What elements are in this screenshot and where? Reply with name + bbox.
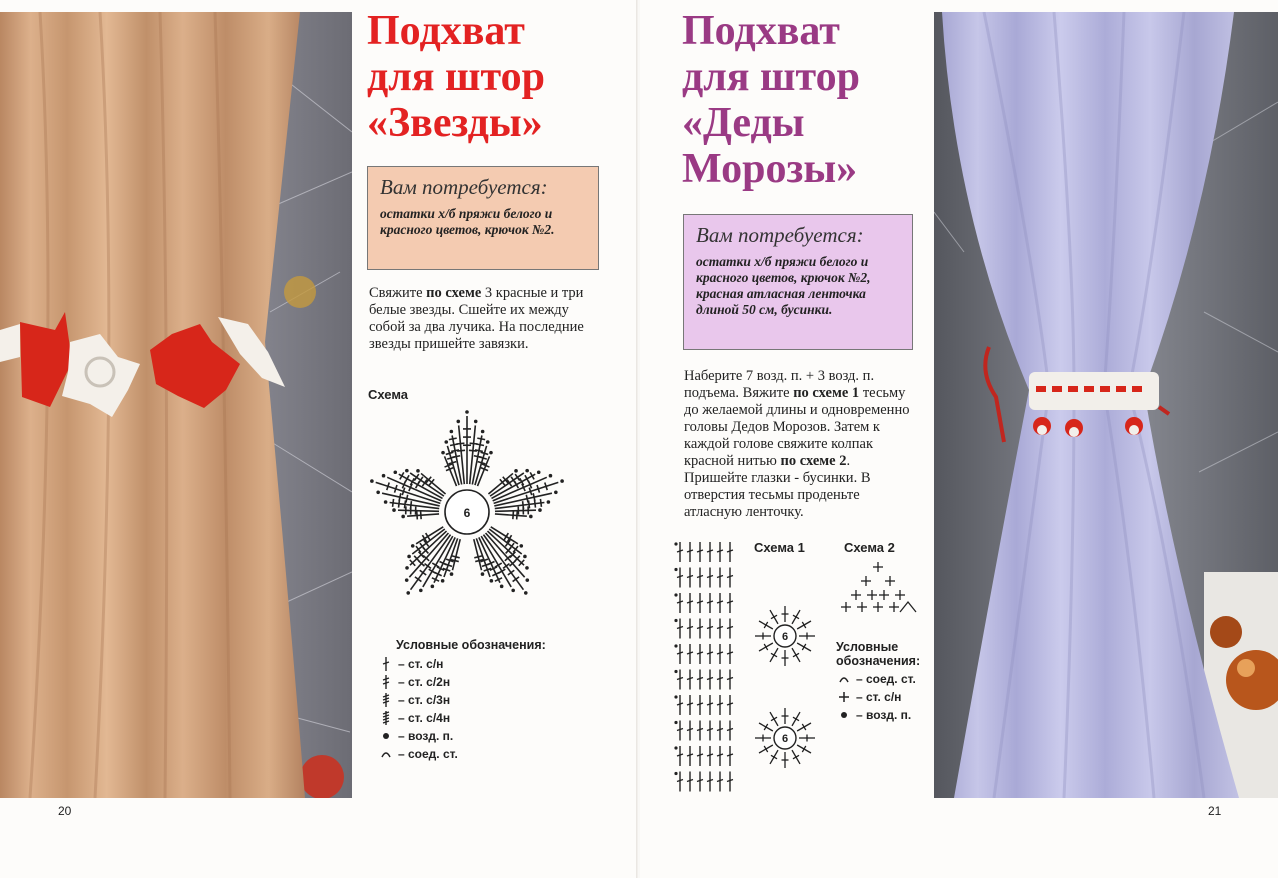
- legend-item: – ст. с/4н: [398, 711, 451, 725]
- center-ring-number: 6: [781, 631, 789, 643]
- left-page: [0, 0, 638, 878]
- page-title-stars: [367, 8, 545, 146]
- legend-item: – ст. с/3н: [398, 693, 451, 707]
- double-crochet-symbol-icon: [378, 656, 394, 672]
- scheme-label: Схема: [368, 387, 409, 402]
- title-line: «Звезды»: [367, 100, 543, 146]
- photo-lilac-curtain-santa-tieback: [934, 12, 1278, 798]
- title-line: для штор: [367, 54, 545, 100]
- legend-heading-line: обозначения:: [836, 654, 921, 668]
- star-crochet-diagram: [362, 407, 572, 617]
- scheme1-label: Схема 1: [754, 540, 805, 555]
- materials-box: [683, 214, 913, 350]
- santa-head-diagram-bottom: [740, 698, 830, 778]
- legend-item: – ст. с/н: [856, 690, 902, 704]
- instructions-emphasis: по схеме 2: [780, 453, 847, 469]
- ribbon-band-crochet-diagram: [674, 538, 742, 796]
- instructions-part: Свяжите: [369, 285, 427, 301]
- page-number: 21: [1208, 804, 1222, 818]
- center-ring-number: 6: [463, 506, 471, 520]
- legend-row: [378, 709, 546, 727]
- legend-santas: [836, 640, 920, 724]
- title-line: Подхват: [682, 8, 840, 54]
- photo-beige-curtain-star-tieback: [0, 12, 352, 798]
- instructions-emphasis: по схеме 1: [793, 385, 860, 401]
- slip-stitch-symbol-icon: [836, 671, 852, 687]
- materials-box: [367, 166, 599, 270]
- single-crochet-symbol-icon: [836, 689, 852, 705]
- instructions-part: 3 красные и три белые звезды. Сшейте их между собой за два лучика. На последние звезды пришейте завязки.: [369, 285, 584, 352]
- materials-heading: Вам потребуется:: [380, 175, 548, 199]
- title-line: для штор: [682, 54, 860, 100]
- chain-stitch-symbol-icon: [378, 728, 394, 744]
- instructions-part: . Пришейте глазки - бусинки. В отверстия тесьмы проденьте атласную ленточку.: [684, 453, 871, 520]
- legend-heading: Условные обозначения:: [396, 638, 546, 652]
- legend-item: – возд. п.: [856, 708, 912, 722]
- treble-crochet-symbol-icon: [378, 674, 394, 690]
- legend-row: [378, 655, 546, 673]
- legend-item: – возд. п.: [398, 729, 454, 743]
- legend-row: [378, 745, 546, 763]
- legend-heading: [836, 640, 920, 668]
- legend-row: [836, 688, 920, 706]
- instructions-part: тесьму до желаемой длины и одновременно головы Дедов Морозов. Затем к каждой голове свяжите колпак красной нитью: [684, 385, 910, 469]
- legend-item: – соед. ст.: [398, 747, 458, 761]
- legend-heading-line: Условные: [836, 640, 899, 654]
- materials-heading: Вам потребуется:: [696, 223, 864, 247]
- materials-text: остатки х/б пряжи белого и красного цветов, крючок №2, красная атласная ленточка длиной 50 см, бусинки.: [696, 254, 871, 317]
- legend-row: [378, 673, 546, 691]
- page-number: 20: [58, 804, 72, 818]
- chain-stitch-symbol-icon: [836, 707, 852, 723]
- slip-stitch-symbol-icon: [378, 746, 394, 762]
- instructions-part: Наберите 7 возд. п. + 3 возд. п. подъема. Вяжите: [684, 368, 875, 401]
- title-line: «Деды: [682, 100, 805, 146]
- instructions-text: [369, 285, 595, 353]
- legend-stars: [378, 638, 546, 763]
- title-line: Подхват: [367, 8, 525, 54]
- page-title-santas: [682, 8, 860, 192]
- legend-item: – ст. с/2н: [398, 675, 451, 689]
- legend-item: – соед. ст.: [856, 672, 916, 686]
- legend-item: – ст. с/н: [398, 657, 444, 671]
- center-ring-number: 6: [781, 733, 789, 745]
- legend-row: [378, 691, 546, 709]
- right-page: [640, 0, 1278, 878]
- legend-row: [378, 727, 546, 745]
- legend-row: [836, 706, 920, 724]
- instructions-emphasis: по схеме: [426, 285, 482, 301]
- hat-crochet-diagram: [838, 558, 918, 614]
- scheme2-label: Схема 2: [844, 540, 895, 555]
- materials-text: остатки х/б пряжи белого и красного цветов, крючок №2.: [380, 206, 555, 237]
- title-line: Морозы»: [682, 146, 858, 192]
- triple-treble-symbol-icon: [378, 692, 394, 708]
- santa-head-diagram-top: [740, 596, 830, 676]
- legend-row: [836, 670, 920, 688]
- instructions-text: [684, 368, 914, 521]
- quadruple-treble-symbol-icon: [378, 710, 394, 726]
